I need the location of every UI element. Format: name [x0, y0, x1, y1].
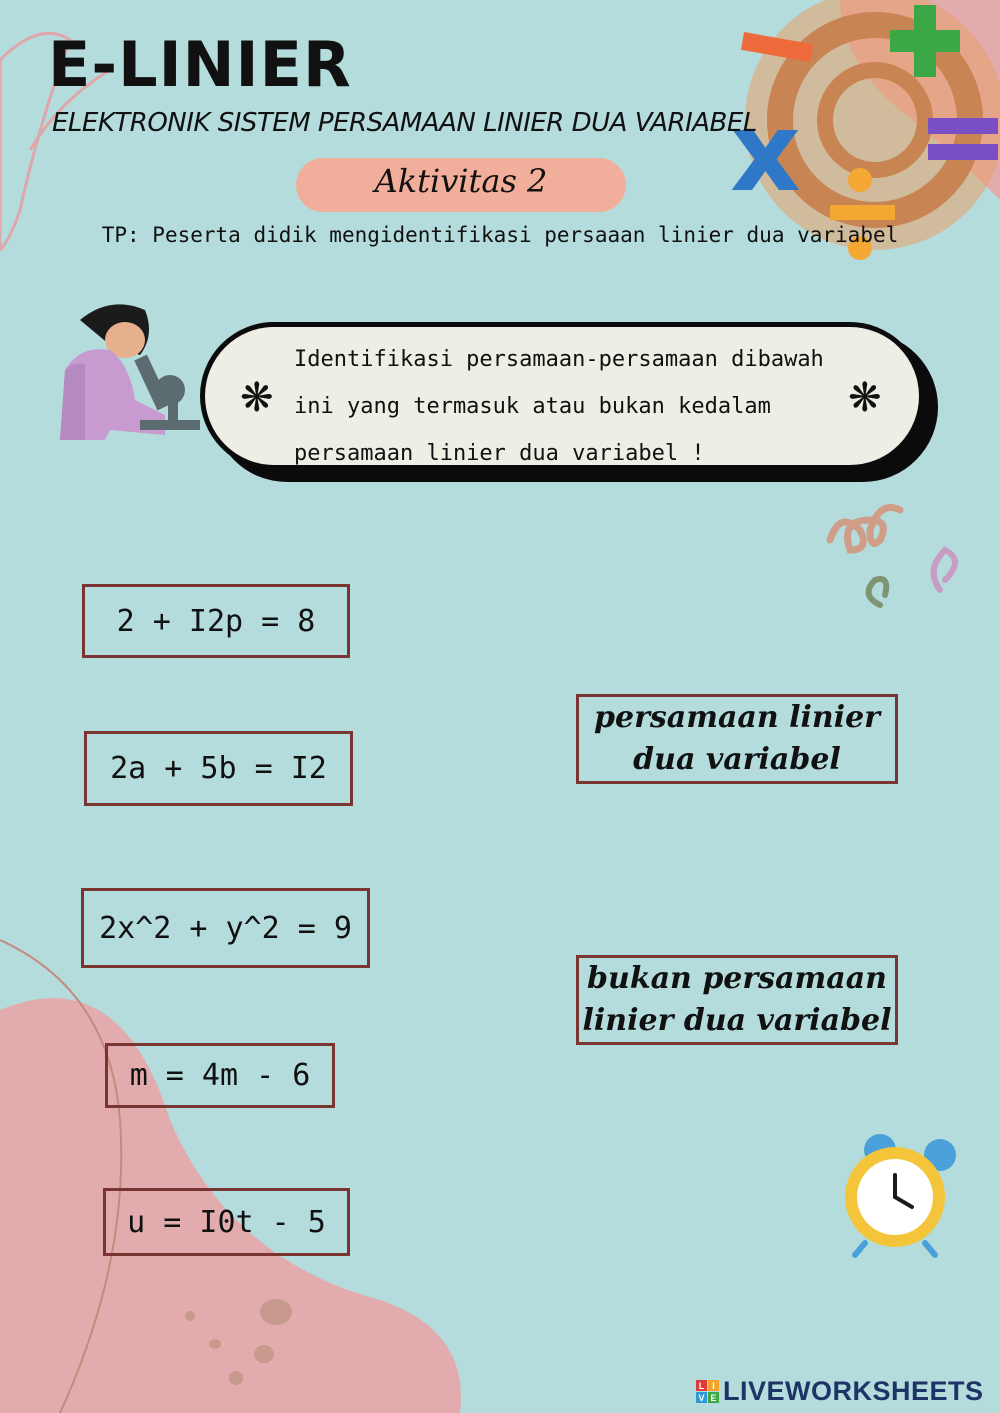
svg-text:x: x — [730, 88, 801, 216]
equation-card-1[interactable]: 2 + I2p = 8 — [82, 584, 350, 658]
flower-icon-right: ❋ — [848, 375, 882, 421]
page-title: E-LINIER — [48, 28, 352, 101]
drop-target-not-linear-line1: bukan persamaan — [587, 961, 887, 996]
activity-label: Aktivitas 2 — [374, 162, 548, 200]
drop-target-not-linear-line2: linier dua variabel — [582, 1003, 892, 1038]
equation-card-5[interactable]: u = I0t - 5 — [103, 1188, 350, 1256]
instruction-line: ini yang termasuk atau bukan kedalam — [294, 394, 771, 419]
learning-objective: TP: Peserta didik mengidentifikasi persaaan linier dua variabel — [101, 223, 899, 247]
equation-card-2[interactable]: 2a + 5b = I2 — [84, 731, 353, 806]
badge-letter: I — [708, 1380, 719, 1391]
instruction-line: Identifikasi persamaan-persamaan dibawah — [294, 347, 824, 372]
badge-letter: L — [696, 1380, 707, 1391]
scientist-microscope-illustration — [50, 290, 210, 445]
drop-target-linear[interactable] — [576, 694, 898, 784]
badge-letter: V — [696, 1392, 707, 1403]
instruction-text — [294, 336, 904, 477]
flower-icon-left: ❋ — [240, 375, 274, 421]
alarm-clock-illustration — [840, 1115, 970, 1260]
brand-name: LIVEWORKSHEETS — [723, 1376, 984, 1406]
badge-letter: E — [708, 1392, 719, 1403]
drop-target-linear-line2: dua variabel — [633, 742, 841, 777]
equation-card-4[interactable]: m = 4m - 6 — [105, 1043, 335, 1108]
page-subtitle: ELEKTRONIK SISTEM PERSAMAAN LINIER DUA VARIABEL — [52, 108, 757, 138]
instruction-line: persamaan linier dua variabel ! — [294, 441, 705, 466]
equation-card-3[interactable]: 2x^2 + y^2 = 9 — [81, 888, 370, 968]
drop-target-not-linear[interactable] — [576, 955, 898, 1045]
drop-target-linear-line1: persamaan linier — [594, 700, 880, 735]
liveworksheets-logo[interactable] — [696, 1376, 984, 1407]
live-badge-icon — [696, 1380, 719, 1403]
